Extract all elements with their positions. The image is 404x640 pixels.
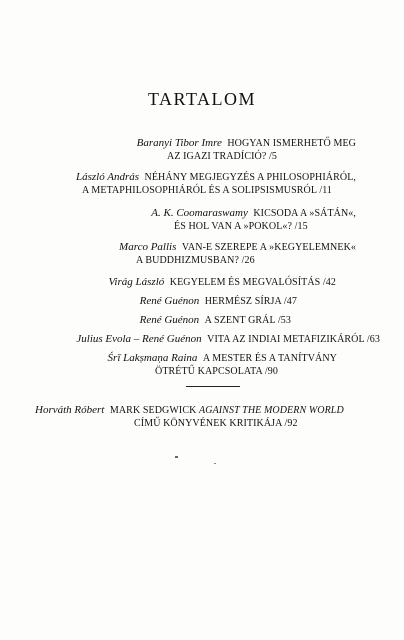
toc-title: VAN-E SZEREPE A »KEGYELEMNEK« — [181, 242, 356, 253]
toc-title-italic: AGAINST THE MODERN WORLD — [199, 405, 344, 416]
toc-author: Śrī Lakṣmaṇa Raina — [107, 352, 198, 364]
toc-entry — [0, 276, 404, 292]
toc-entry — [0, 241, 404, 271]
toc-author: René Guénon — [139, 295, 200, 307]
toc-title: HERMÉSZ SÍRJA /47 — [204, 296, 297, 307]
section-divider — [186, 386, 240, 387]
toc-title-continued: A METAPHILOSOPHIÁRÓL ÉS A SOLIPSISMUSRÓL /11 — [82, 185, 333, 196]
toc-title-continued: ÉS HOL VAN A »POKOL«? /15 — [174, 221, 308, 232]
toc-author: Virág László — [108, 276, 165, 288]
toc-title: KICSODA A »SÁTÁN«, — [253, 208, 356, 219]
toc-author: László András — [75, 171, 140, 183]
toc-entry — [0, 207, 404, 237]
toc-entry — [0, 295, 404, 311]
toc-title: MARK SEDGWICK — [109, 405, 200, 416]
toc-author: Marco Pallis — [119, 241, 177, 253]
toc-title: VITA AZ INDIAI METAFIZIKÁRÓL /63 — [207, 334, 380, 345]
toc-title-continued: A BUDDHIZMUSBAN? /26 — [136, 255, 255, 266]
toc-title: NÉHÁNY MEGJEGYZÉS A PHILOSOPHIÁRÓL, — [144, 172, 356, 183]
toc-entry — [0, 352, 404, 382]
toc-title-continued: CÍMŰ KÖNYVÉNEK KRITIKÁJA /92 — [134, 418, 298, 429]
toc-entry — [0, 171, 404, 201]
print-speck — [214, 463, 216, 464]
toc-title: A SZENT GRÁL /53 — [204, 315, 291, 326]
toc-title: A MESTER ÉS A TANÍTVÁNY — [202, 353, 337, 364]
page-title: TARTALOM — [147, 89, 257, 109]
toc-title: KEGYELEM ÉS MEGVALÓSÍTÁS /42 — [169, 277, 336, 288]
toc-author: Julius Evola – René Guénon — [76, 333, 202, 345]
toc-author: Baranyi Tibor Imre — [136, 137, 222, 149]
toc-author: René Guénon — [139, 314, 200, 326]
toc-entry — [0, 137, 404, 167]
print-speck — [175, 456, 178, 458]
toc-author: Horváth Róbert — [35, 404, 105, 416]
toc-entry — [0, 314, 404, 330]
toc-author: A. K. Coomaraswamy — [151, 207, 248, 219]
toc-title-continued: ÖTRÉTŰ KAPCSOLATA /90 — [155, 366, 278, 377]
toc-title: HOGYAN ISMERHETŐ MEG — [227, 138, 356, 149]
toc-entry — [0, 333, 404, 349]
toc-title-continued: AZ IGAZI TRADÍCIÓ? /5 — [167, 151, 277, 162]
toc-entry — [0, 404, 404, 434]
